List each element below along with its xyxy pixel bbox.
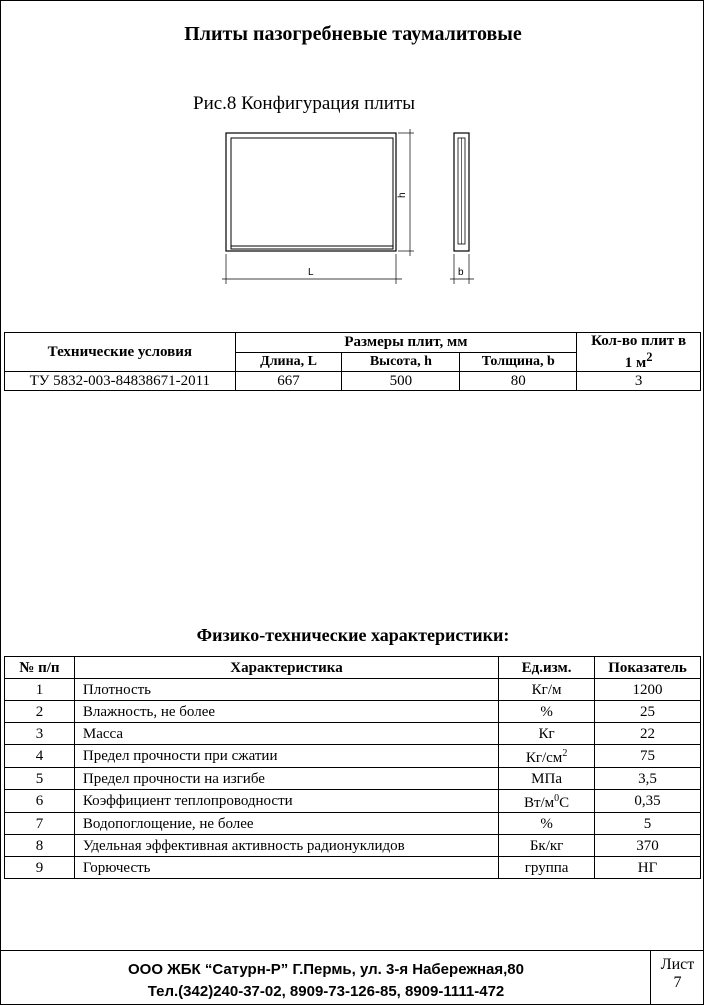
unit-superscript: 2: [562, 748, 568, 759]
table-row: [5, 679, 701, 701]
cell-num: 7: [5, 813, 75, 835]
table-row: [5, 813, 701, 835]
cell-characteristic: Горючесть: [74, 857, 498, 879]
header-num: № п/п: [5, 657, 75, 679]
cell-unit: [499, 701, 595, 723]
slab-side-view: [454, 133, 469, 251]
table-row: [5, 768, 701, 790]
cell-characteristic: Влажность, не более: [74, 701, 498, 723]
cell-count: 3: [577, 372, 701, 391]
header-count-line1: Кол-во плит в: [591, 333, 687, 349]
dimension-height: [397, 129, 414, 256]
table-row: [5, 701, 701, 723]
footer-company: [6, 959, 646, 1003]
cell-value: 5: [595, 813, 701, 835]
header-unit: Ед.изм.: [499, 657, 595, 679]
page-title: Плиты пазогребневые таумалитовые: [184, 23, 522, 45]
phys-section-title: Физико-технические характеристики:: [196, 625, 510, 645]
cell-unit: [499, 745, 595, 768]
cell-num: 8: [5, 835, 75, 857]
cell-num: 9: [5, 857, 75, 879]
header-slab-dimensions: Размеры плит, мм: [235, 333, 577, 353]
cell-characteristic: Предел прочности на изгибе: [74, 768, 498, 790]
header-value: Показатель: [595, 657, 701, 679]
dimension-length: [222, 254, 402, 284]
header-characteristic: Характеристика: [74, 657, 498, 679]
unit-text: Бк/кг: [529, 837, 564, 854]
table-row: [5, 857, 701, 879]
slab-front-view: [226, 133, 396, 251]
header-thickness: Толщина, b: [460, 352, 577, 372]
cell-value: 370: [595, 835, 701, 857]
unit-text: %: [540, 815, 553, 832]
unit-text: МПа: [531, 770, 562, 787]
cell-value: НГ: [595, 857, 701, 879]
table-row: [5, 835, 701, 857]
cell-height: 500: [342, 372, 460, 391]
table-row: [5, 372, 701, 391]
cell-num: 6: [5, 790, 75, 813]
dimension-label-thickness: b: [458, 267, 464, 278]
cell-tu: ТУ 5832-003-84838671-2011: [5, 372, 236, 391]
cell-value: 0,35: [595, 790, 701, 813]
cell-value: 22: [595, 723, 701, 745]
phys-table: [4, 656, 701, 879]
slab-drawing: [216, 126, 496, 286]
table-row: [5, 723, 701, 745]
cell-value: 1200: [595, 679, 701, 701]
unit-superscript: 0: [554, 793, 560, 804]
dimension-label-length: L: [308, 267, 314, 278]
header-length: Длина, L: [235, 352, 342, 372]
sheet-label: Лист: [660, 956, 695, 973]
figure-caption: Рис.8 Конфигурация плиты: [193, 93, 415, 114]
cell-unit: [499, 835, 595, 857]
cell-unit: [499, 679, 595, 701]
dimension-thickness: [450, 254, 474, 284]
cell-unit: [499, 723, 595, 745]
cell-characteristic: Масса: [74, 723, 498, 745]
unit-text: группа: [524, 859, 569, 876]
cell-unit: [499, 857, 595, 879]
cell-value: 25: [595, 701, 701, 723]
cell-num: 2: [5, 701, 75, 723]
footer-divider: [1, 950, 704, 951]
unit-text: Кг/см: [525, 750, 563, 766]
cell-unit: [499, 790, 595, 813]
cell-num: 1: [5, 679, 75, 701]
footer-phones: Тел.(342)240-37-02, 8909-73-126-85, 8909-1111-472: [147, 983, 505, 1000]
cell-thickness: 80: [460, 372, 577, 391]
unit-text: Кг: [538, 725, 555, 742]
cell-characteristic: Коэффициент теплопроводности: [74, 790, 498, 813]
table-row: [5, 745, 701, 768]
cell-length: 667: [235, 372, 342, 391]
header-count-per-m2: [577, 333, 701, 372]
header-count-sup: 2: [646, 350, 653, 364]
unit-text: Кг/м: [531, 681, 562, 698]
sheet-number-box: [650, 951, 704, 1005]
unit-tail: С: [559, 795, 570, 811]
table-row: [5, 790, 701, 813]
header-tech-conditions: Технические условия: [5, 333, 236, 372]
sizes-table: [4, 332, 701, 391]
header-height: Высота, h: [342, 352, 460, 372]
cell-num: 4: [5, 745, 75, 768]
cell-characteristic: Водопоглощение, не более: [74, 813, 498, 835]
dimension-label-height: h: [397, 192, 408, 198]
cell-characteristic: Предел прочности при сжатии: [74, 745, 498, 768]
footer-address: ООО ЖБК “Сатурн-Р” Г.Пермь, ул. 3-я Набережная,80: [128, 961, 524, 978]
cell-num: 5: [5, 768, 75, 790]
cell-unit: [499, 768, 595, 790]
cell-characteristic: Плотность: [74, 679, 498, 701]
cell-value: 75: [595, 745, 701, 768]
unit-text: %: [540, 703, 553, 720]
sheet-number: 7: [673, 974, 682, 991]
cell-value: 3,5: [595, 768, 701, 790]
cell-characteristic: Удельная эффективная активность радионуклидов: [74, 835, 498, 857]
header-count-line2: 1 м: [624, 355, 647, 371]
cell-unit: [499, 813, 595, 835]
unit-text: Вт/м: [523, 795, 555, 811]
cell-num: 3: [5, 723, 75, 745]
